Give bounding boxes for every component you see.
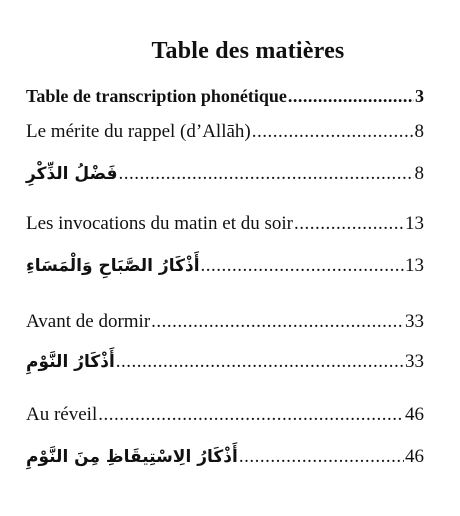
toc-entry-page: 46 xyxy=(405,446,424,467)
toc-entry-page: 33 xyxy=(405,351,424,372)
toc-entry-page: 46 xyxy=(405,404,424,425)
toc-entry-page: 33 xyxy=(405,311,424,332)
dot-leader xyxy=(294,213,404,235)
toc-entry-label: Le mérite du rappel (d’Allāh) xyxy=(26,121,251,142)
toc-entry-label: Au réveil xyxy=(26,404,98,425)
page-title: Table des matières xyxy=(151,38,345,64)
toc-entry-label: Les invocations du matin et du soir xyxy=(26,213,294,234)
toc-entry[interactable] xyxy=(26,213,424,235)
toc-entry[interactable] xyxy=(26,163,424,185)
toc-entry-label-arabic: أَذْكَارُ النَّوْمِ xyxy=(26,352,115,372)
toc-entry-page: 3 xyxy=(415,86,424,106)
toc-entry-label-arabic: فَضْلُ الذِّكْرِ xyxy=(26,164,118,184)
toc-entry-label-arabic: أَذْكَارُ الصَّبَاحِ وَالْمَسَاءِ xyxy=(26,256,200,276)
toc-entry[interactable] xyxy=(26,351,424,373)
toc-entry[interactable] xyxy=(26,311,424,333)
dot-leader xyxy=(239,446,404,468)
toc-entry[interactable] xyxy=(26,121,424,143)
dot-leader xyxy=(288,86,414,107)
toc-entry-page: 13 xyxy=(405,213,424,234)
toc-entry[interactable] xyxy=(26,255,424,277)
dot-leader xyxy=(151,311,404,333)
toc-entry-label: Table de transcription phonétique xyxy=(26,86,287,106)
toc-entry[interactable] xyxy=(26,86,424,107)
dot-leader xyxy=(252,121,414,143)
toc-entry[interactable] xyxy=(26,404,424,426)
toc-entry-page: 8 xyxy=(414,163,424,184)
dot-leader xyxy=(201,255,404,277)
toc-entry-page: 8 xyxy=(414,121,424,142)
toc-entry-label-arabic: أَذْكَارُ الِاسْتِيقَاظِ مِنَ النَّوْمِ xyxy=(26,447,238,467)
toc-entry[interactable] xyxy=(26,446,424,468)
toc-entry-page: 13 xyxy=(405,255,424,276)
dot-leader xyxy=(116,351,404,373)
dot-leader xyxy=(118,163,413,185)
dot-leader xyxy=(98,404,404,426)
toc-entry-label: Avant de dormir xyxy=(26,311,151,332)
